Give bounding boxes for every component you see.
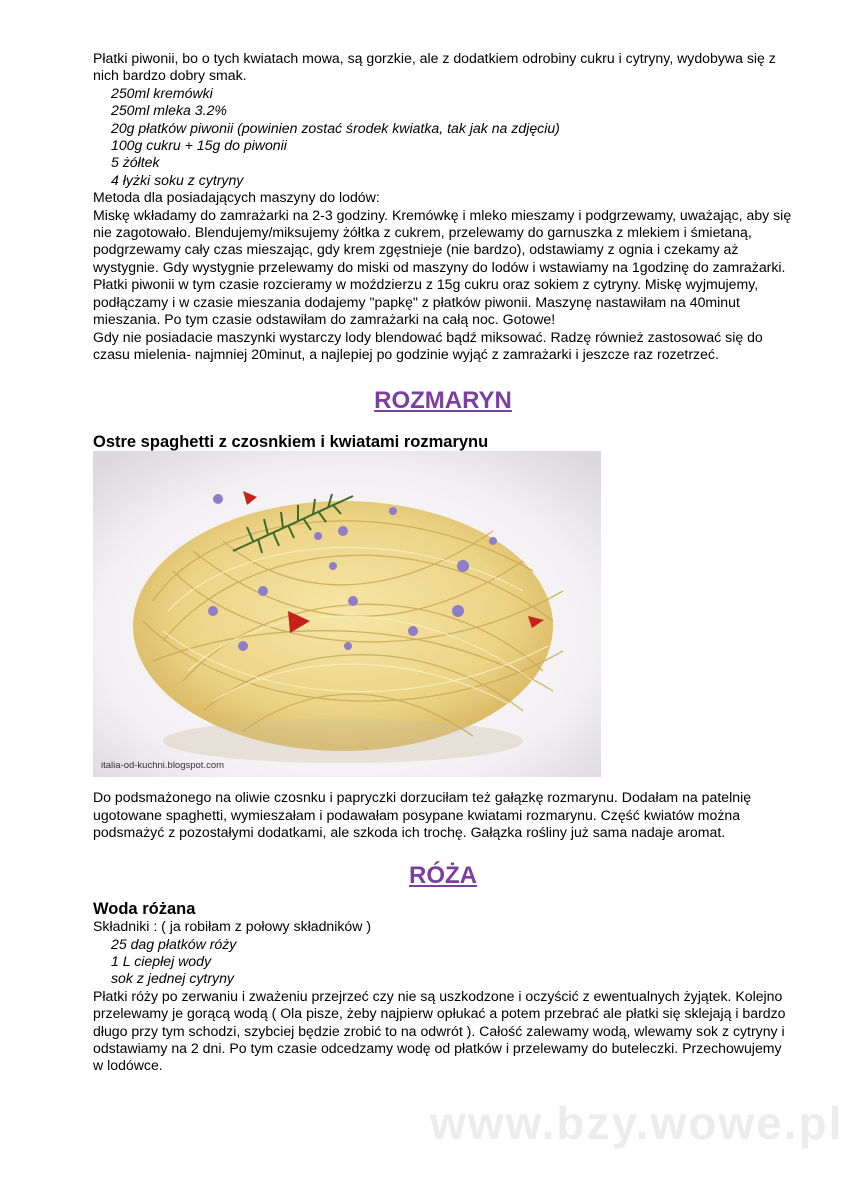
rosemary-text: Do podsmażonego na oliwie czosnku i papryczki dorzuciłam też gałązkę rozmarynu. Dodałam na patelnię ugotowane spaghetti, wymieszałam i podawałam posypane kwiatami rozmarynu. Część kwiatów można podsmażyć z pozostałymi dodatkami, ale szkoda ich trochę. Gałązka rośliny już sama nadaje aromat. [93, 789, 752, 840]
peony-intro: Płatki piwonii, bo o tych kwiatach mowa, są gorzkie, ale z dodatkiem odrobiny cukru i cytryny, wydobywa się z nich bardzo dobry smak. [93, 50, 776, 84]
recipe-title-spaghetti: Ostre spaghetti z czosnkiem i kwiatami rozmarynu [93, 432, 489, 451]
ingredient-item: 20g płatków piwonii (powinien zostać środek kwiatka, tak jak na zdjęciu) [111, 119, 560, 136]
document-page [93, 50, 793, 1075]
ingredient-item: 100g cukru + 15g do piwonii [111, 137, 287, 154]
rose-text: Płatki róży po zerwaniu i zważeniu przejrzeć czy nie są uszkodzone i oczyścić z ewentualnych żyjątek. Kolejno przelewamy je gorącą wodą ( Ola pisze, żeby najpierw opłukać a potem przebrać ale płatki się sklejają i bardzo długo przy tym schodzi, szybciej będzie zrobić to na odwrót ). Całość zalewamy wodą, wlewamy sok z cytryny i odstawiamy na 2 dni. Po tym czasie odcedzamy wodę od płatków i przelewamy do buteleczki. Przechowujemy w lodówce. [93, 987, 786, 1074]
rose-ingredients-list [93, 936, 793, 988]
ingredient-item: 250ml mleka 3.2% [111, 102, 227, 119]
peony-method-heading: Metoda dla posiadających maszyny do lodów: [93, 189, 380, 206]
peony-ingredients-list [93, 85, 793, 189]
ingredient-item: 1 L ciepłej wody [111, 952, 212, 969]
peony-method-text: Miskę wkładamy do zamrażarki na 2-3 godziny. Kremówkę i mleko mieszamy i podgrzewamy, uważając, aby się nie zagotowało. Blendujemy/miksujemy żółtka z cukrem, przelewamy do garnuszka z mlekiem i śmietaną, podgrzewamy cały czas mieszając, gdy krem zgęstnieje (nie bardzo), odstawiamy z ognia i czekamy aż wystygnie. Gdy wystygnie przelewamy do miski od maszyny do lodów i wstawiamy na 1godzinę do zamrażarki. Płatki piwonii w tym czasie rozcieramy w moździerzu z 15g cukru oraz sokiem z cytryny. Miskę wyjmujemy, podłączamy i w czasie mieszania dodajemy "papkę" z płatków piwonii. Maszynę nastawiłam na 40minut mieszania. Po tym czasie odstawiłam do zamrażarki na całą noc. Gotowe! [93, 206, 792, 328]
peony-no-machine-text: Gdy nie posiadacie maszynki wystarczy lody blendować bądź miksować. Radzę również zastosować się do czasu mielenia- najmniej 20minut, a najlepiej po godzinie wyjąć z zamrażarki i jeszcze raz rozetrzeć. [93, 328, 763, 362]
rose-ingredients-label: Składniki : ( ja robiłam z połowy składników ) [93, 918, 372, 935]
spaghetti-photo [93, 451, 601, 777]
watermark: www.bzy.wowe.pl [430, 1097, 844, 1149]
section-title-rozmaryn: ROZMARYN [374, 387, 512, 415]
ingredient-item: 4 łyżki soku z cytryny [111, 171, 244, 188]
recipe-title-woda-rozana: Woda różana [93, 899, 196, 918]
ingredient-item: 25 dag płatków róży [111, 935, 237, 952]
section-title-roza: RÓŻA [409, 862, 477, 890]
ingredient-item: 5 żółtek [111, 154, 160, 171]
ingredient-item: 250ml kremówki [111, 84, 213, 101]
ingredient-item: sok z jednej cytryny [111, 970, 234, 987]
photo-credit: italia-od-kuchni.blogspot.com [101, 760, 225, 772]
